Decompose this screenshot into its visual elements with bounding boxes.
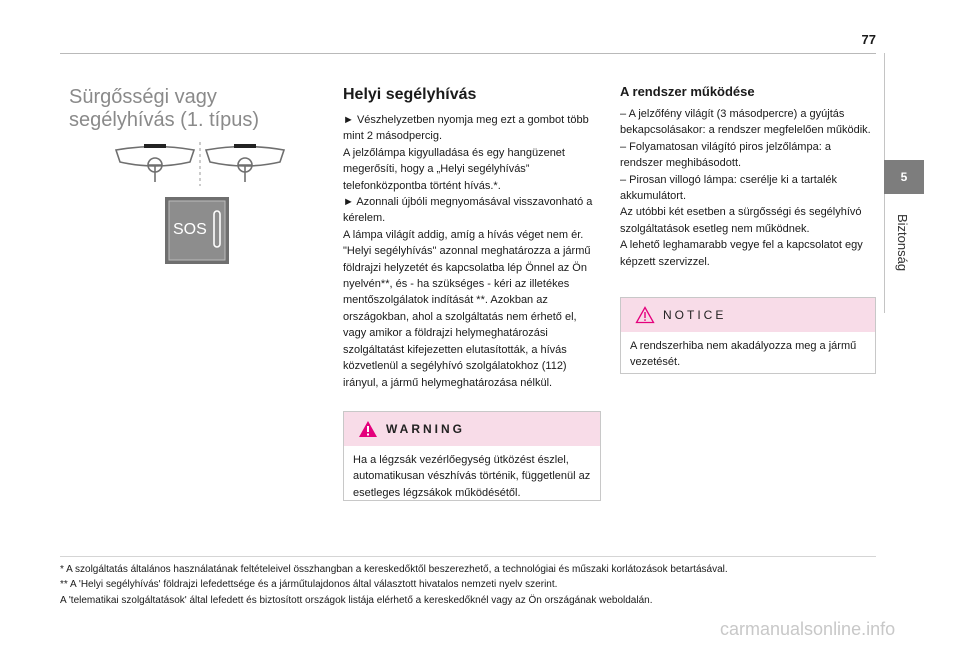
footnote: ** A 'Helyi segélyhívás' földrajzi lefedettsége és a járműtulajdonos által választott hivatalos nemzeti nyelv szerint.: [60, 579, 558, 591]
warning-label: WARNING: [386, 422, 465, 436]
steering-wheel-icon: [110, 140, 290, 188]
system-text: [620, 106, 876, 270]
chapter-tab-label: Biztonság: [895, 214, 910, 272]
page-title: Sürgősségi vagy segélyhívás (1. típus): [69, 86, 260, 131]
notice-header: [621, 298, 875, 332]
local-call-text: [343, 112, 601, 391]
page-number: 77: [861, 32, 876, 47]
sos-button-label: SOS: [173, 221, 207, 238]
chapter-tab-number: 5: [884, 160, 924, 194]
watermark: carmanualsonline.info: [720, 619, 896, 639]
footnotes: [60, 562, 890, 608]
notice-label: NOTICE: [663, 308, 727, 322]
sos-button-icon: [165, 197, 229, 264]
paragraph: ► Vészhelyzetben nyomja meg ezt a gombot több mint 2 másodpercig.: [343, 114, 589, 143]
notice-text: A rendszerhiba nem akadályozza meg a jármű vezetését.: [630, 340, 857, 369]
section-heading-local-call: Helyi segélyhívás: [343, 86, 477, 103]
notice-triangle-icon: [635, 306, 655, 324]
paragraph: A lehető leghamarabb vegye fel a kapcsolatot egy képzett szervizzel.: [620, 239, 863, 268]
paragraph: A lámpa világít addig, amíg a hívás véget nem ér.: [343, 228, 584, 241]
warning-header: [344, 412, 600, 446]
warning-text: Ha a légzsák vezérlőegység ütközést észlel, automatikusan vészhívás történik, függetlenül az esetleges légzsákok működésétől.: [353, 454, 591, 499]
warning-triangle-icon: [358, 420, 378, 438]
footnote: A 'telematikai szolgáltatások' által lefedett és biztosított országok listája elérhető a kereskedőknél vagy az Ön országának weboldalán.: [60, 594, 653, 606]
paragraph: "Helyi segélyhívás" azonnal meghatározza a jármű földrajzi helyzetét és kapcsolatba lép Önnel az Ön nyelvén**, és - ha szükséges - kéri az illetékes mentőszolgálatok indítását **. Azokban az országokban, ahol a szolgáltatás nem érhető el, vagy amikor a földrajzi helymeghatározási szolgáltatást kifejezetten elutasították, a hívás közvetlenül a segélyhívó szolgálatokhoz (112) irányul, a jármű helymeghatározása nélkül.: [343, 245, 591, 389]
section-heading-system: A rendszer működése: [620, 84, 755, 99]
footnote: * A szolgáltatás általános használatának feltételeivel összhangban a kereskedőktől beszerezhető, a technológiai és műszaki korlátozások betartásával.: [60, 564, 728, 575]
paragraph: – Pirosan villogó lámpa: cserélje ki a tartalék akkumulátort.: [620, 173, 838, 203]
notice-box: [620, 297, 876, 374]
paragraph: ► Azonnali újbóli megnyomásával visszavonható a kérelem.: [343, 196, 593, 225]
paragraph: A jelzőlámpa kigyulladása és egy hangüzenet megerősíti, hogy a „Helyi segélyhívás” telefonközpontba történt hívás.*.: [343, 146, 565, 192]
paragraph: – A jelzőfény világít (3 másodpercre) a gyújtás bekapcsolásakor: a rendszer megfelelően működik.: [620, 108, 871, 137]
paragraph: – Folyamatosan világító piros jelzőlámpa: a rendszer meghibásodott.: [620, 140, 831, 170]
header-rule: [60, 53, 876, 54]
paragraph: Az utóbbi két esetben a sürgősségi és segélyhívó szolgáltatások esetleg nem működnek.: [620, 206, 862, 235]
warning-box: [343, 411, 601, 501]
footnote-rule: [60, 556, 876, 557]
